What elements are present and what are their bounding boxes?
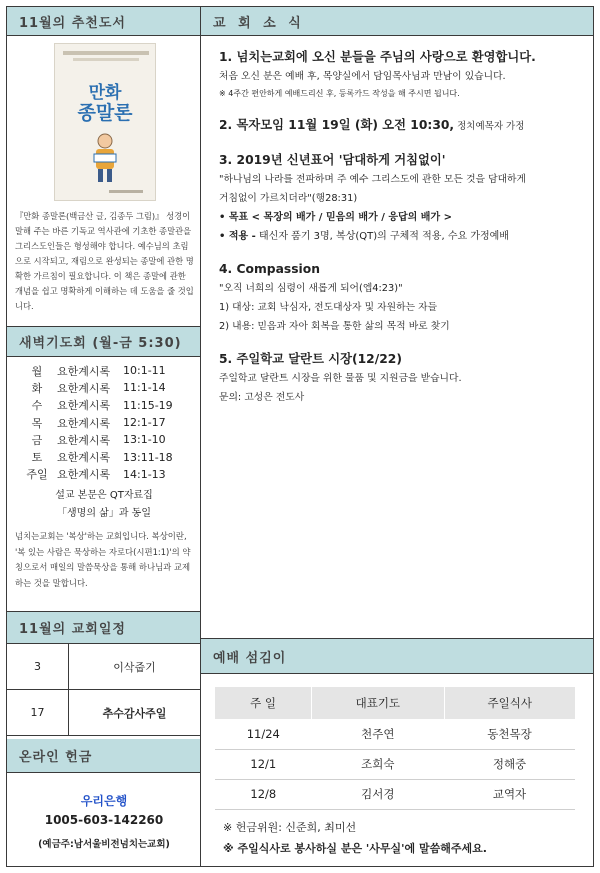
news-item-title: 5. 주일학교 달란트 시장(12/22) (219, 352, 402, 366)
service-header: 예배 섬김이 (201, 638, 593, 674)
table-cell: 동천목장 (444, 719, 575, 749)
book-cover-image (54, 43, 156, 201)
book-section-header: 11월의 추천도서 (7, 7, 200, 36)
bank-name: 우리은행 (80, 794, 128, 808)
news-text: "오직 너희의 심령이 새롭게 되어(엡4:23)" (219, 283, 403, 294)
cover-footer-bar (109, 190, 143, 193)
dawn-note-line2: 「생명의 삶」과 동일 (57, 508, 151, 519)
table-cell: 천주연 (312, 719, 444, 749)
schedule-row (7, 690, 200, 736)
book-description: 『만화 종말론(백금산 글, 김종두 그림)』 성경이 말해 주는 바른 기독교 역사관에 기초한 종말관을 그리스도인들은 형성해야 합니다. 예수님의 초림으로 시작되고, 재림으로 완성되는 종말에 관한 명확한 가르침이 필요합니다. 이 책은 종말에 관한 개념을 쉽고 명확하게 이해하는 데 도움을 줄 것입니다. (15, 211, 194, 311)
schedule-event: 이삭줍기 (113, 660, 156, 674)
news-item-title: 3. 2019년 신년표어 '담대하게 거침없이' (219, 153, 446, 167)
news-text: 주일학교 달란트 시장을 위한 물품 및 지원금을 받습니다. (219, 373, 462, 384)
dawn-row: 화 요한계시록 11:1-14 (31, 381, 166, 395)
news-item-talent-market (219, 349, 589, 407)
table-row (215, 749, 575, 779)
dawn-prayer-note (7, 487, 201, 523)
dawn-prayer-description: 넘치는교회는 '복상'하는 교회입니다. 복상이란, '복 있는 사람은 묵상하는 자로다(시편1:1)'의 약칭으로서 매일의 말씀묵상을 통해 하나님과 교제하는 것을 말합니다. (15, 531, 191, 588)
dawn-row: 월 요한계시록 10:1-11 (31, 364, 166, 378)
news-item-title: 1. 넘치는교회에 오신 분들을 주님의 사랑으로 환영합니다. (219, 50, 536, 64)
news-text: 처음 오신 분은 예배 후, 목양실에서 담임목사님과 만남이 있습니다. (219, 71, 506, 82)
news-text: 2) 내용: 믿음과 자아 회복을 통한 삶의 목적 바로 찾기 (219, 321, 450, 332)
news-list (219, 47, 589, 420)
dawn-row: 금 요한계시록 13:1-10 (31, 433, 166, 447)
table-cell: 12/8 (215, 779, 312, 809)
table-row (215, 779, 575, 809)
cover-decor-bar (63, 51, 149, 55)
schedule-header: 11월의 교회일정 (7, 611, 200, 644)
news-item-title: 2. 목자모임 11월 19일 (화) 오전 10:30, 정치예목자 가정 (219, 118, 525, 132)
left-column (7, 7, 201, 866)
cover-illustration-icon (85, 132, 125, 184)
right-column (201, 7, 593, 866)
meal-volunteer-note: ※ 주일식사로 봉사하실 분은 '사무실'에 말씀해주세요. (223, 842, 487, 855)
column-header: 주일식사 (444, 687, 575, 719)
service-table-header-row (215, 687, 575, 719)
news-footnote: ※ 4주간 편안하게 예배드리신 후, 등록카드 작성을 해 주시면 됩니다. (219, 89, 460, 98)
table-row (215, 719, 575, 749)
account-holder: (예금주:남서울비전넘치는교회) (38, 839, 170, 850)
dawn-note-line1: 설교 본문은 QT자료집 (55, 490, 153, 501)
online-offering-header: 온라인 헌금 (7, 739, 200, 773)
schedule-date: 3 (7, 644, 69, 689)
bulletin-page (6, 6, 594, 867)
news-goal: • 목표 < 목장의 배가 / 믿음의 배가 / 응답의 배가 > (219, 212, 452, 223)
news-item-meeting (219, 115, 589, 137)
table-cell: 조희숙 (312, 749, 444, 779)
dawn-row: 수 요한계시록 11:15-19 (31, 398, 173, 413)
schedule-event: 추수감사주일 (102, 706, 167, 720)
cover-title-line2: 종말론 (77, 102, 133, 124)
schedule-table (7, 644, 200, 736)
news-item-compassion (219, 259, 589, 336)
schedule-date: 17 (7, 690, 69, 735)
dawn-prayer-list (25, 362, 195, 483)
news-item-motto (219, 150, 589, 246)
table-cell: 정해중 (444, 749, 575, 779)
column-header: 주 일 (215, 687, 312, 719)
cover-decor-bar (73, 58, 139, 61)
schedule-row (7, 644, 200, 690)
news-text: "하나님의 나라를 전파하며 주 예수 그리스도에 관한 모든 것을 담대하게 (219, 174, 526, 185)
news-text: 거침없이 가르치더라"(행28:31) (219, 193, 358, 204)
table-cell: 11/24 (215, 719, 312, 749)
column-header: 대표기도 (312, 687, 444, 719)
news-text: 1) 대상: 교회 낙심자, 전도대상자 및 자원하는 자들 (219, 302, 438, 313)
news-text: 문의: 고성은 전도사 (219, 392, 305, 403)
news-item-title: 4. Compassion (219, 262, 320, 276)
news-item-welcome (219, 47, 589, 102)
news-header: 교 회 소 식 (201, 7, 593, 36)
cover-title-line1: 만화 (88, 83, 122, 103)
news-apply: • 적용 - 태신자 품기 3명, 복상(QT)의 구체적 적용, 수요 가정예배 (219, 231, 509, 242)
dawn-row: 주일 요한계시록 14:1-13 (26, 467, 166, 482)
table-cell: 교역자 (444, 779, 575, 809)
offering-committee-note: ※ 헌금위원: 신준희, 최미선 (223, 821, 357, 834)
service-table (215, 687, 575, 810)
account-number: 1005-603-142260 (44, 813, 164, 827)
dawn-row: 토 요한계시록 13:11-18 (31, 450, 173, 465)
table-cell: 12/1 (215, 749, 312, 779)
table-cell: 김서경 (312, 779, 444, 809)
dawn-prayer-header: 새벽기도회 (월-금 5:30) (7, 326, 200, 357)
dawn-row: 목 요한계시록 12:1-17 (31, 416, 166, 430)
